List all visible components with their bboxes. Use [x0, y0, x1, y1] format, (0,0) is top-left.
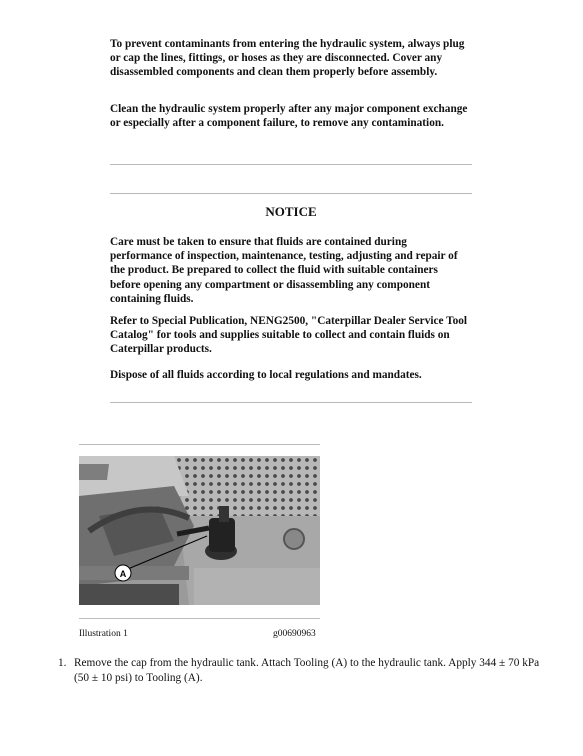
step-text: Remove the cap from the hydraulic tank. Attach Tooling (A) to the hydraulic tank. Apply 344 ± 70 kPa (50 ± 10 psi) to Tooling (A). — [74, 657, 540, 684]
illustration-reference: g00690963 — [273, 629, 316, 639]
paragraph-clean-system: Clean the hydraulic system properly after any major component exchange or especially after a component failure, to remove any contamination. — [110, 103, 468, 130]
notice-divider-bottom — [110, 402, 472, 403]
notice-divider-upper — [110, 193, 472, 194]
notice-paragraph-2: Refer to Special Publication, NENG2500, "Caterpillar Dealer Service Tool Catalog" for tools and supplies suitable to collect and contain fluids on Caterpillar products. — [110, 315, 468, 356]
callout-label: A — [119, 569, 127, 579]
notice-divider-top — [110, 164, 472, 165]
step-number: 1. — [58, 657, 67, 669]
illustration-frame-top — [79, 444, 320, 445]
notice-title: NOTICE — [265, 204, 317, 219]
illustration-frame-bottom — [79, 618, 320, 619]
illustration-photo — [79, 456, 320, 605]
paragraph-contaminants: To prevent contaminants from entering the hydraulic system, always plug or cap the lines, fittings, or hoses as they are disconnected. Cover any disassembled components and clean them properly before assembly. — [110, 38, 465, 79]
notice-paragraph-3: Dispose of all fluids according to local regulations and mandates. — [110, 369, 422, 381]
illustration-caption: Illustration 1 — [79, 629, 128, 639]
notice-paragraph-1: Care must be taken to ensure that fluids are contained during performance of inspection, maintenance, testing, adjusting and repair of the product. Be prepared to collect the fluid with suitable containers before opening any compartment or disassembling any component containing fluids. — [110, 236, 458, 305]
